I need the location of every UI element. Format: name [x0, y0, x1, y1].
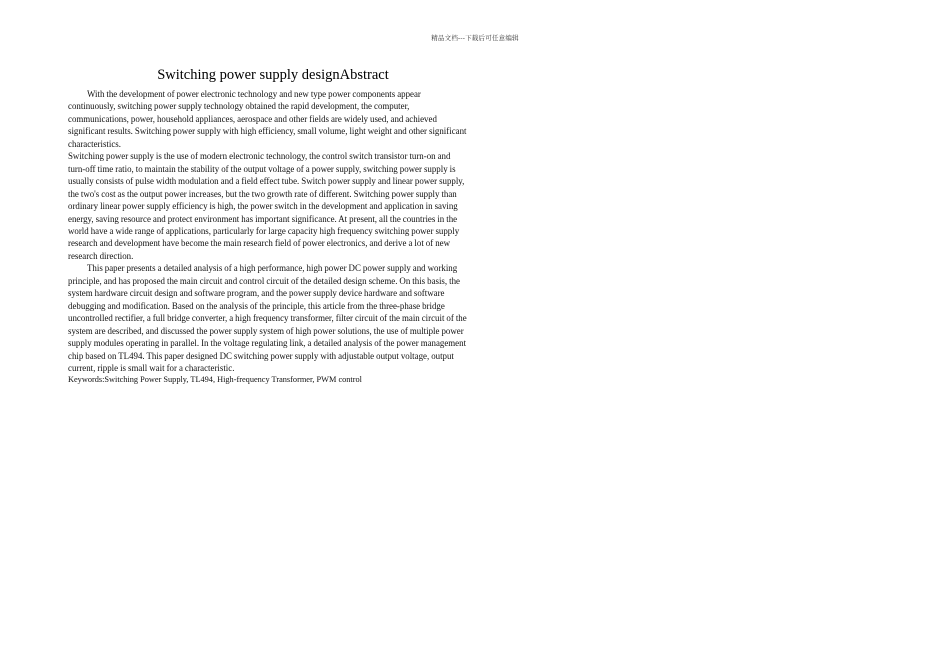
abstract-paragraph-1: With the development of power electronic technology and new type power components appear continuously, switching power supply technology obtained the rapid development, the computer, communications, power, household appliances, aerospace and other fields are widely used, and achieved significant results. Switching power supply with high efficiency, small volume, light weight and other significant characteristics. — [68, 89, 467, 149]
abstract-paragraph-2: Switching power supply is the use of modern electronic technology, the control switch transistor turn-on and turn-off time ratio, to maintain the stability of the output voltage of a power supply, switching power supply is usually consists of pulse width modulation and a field effect tube. Switch power supply and linear power supply, the two's cost as the output power increases, but the two growth rate of different. Switching power supply than ordinary linear power supply efficiency is high, the power switch in the development and application in saving energy, saving resource and protect environment has important significance. At present, all the countries in the world have a wide range of applications, particularly for large capacity high frequency switching power supply research and development have become the main research field of power electronics, and derive a lot of new research direction. — [68, 151, 465, 261]
document-body — [68, 66, 468, 387]
abstract-paragraph-3: This paper presents a detailed analysis of a high performance, high power DC power supply and working principle, and has proposed the main circuit and control circuit of the detailed design scheme. On this basis, the system hardware circuit design and software program, and the power supply device hardware and software debugging and modification. Based on the analysis of the principle, this article from the three-phase bridge uncontrolled rectifier, a full bridge converter, a high frequency transformer, filter circuit of the main circuit of the system are described, and discussed the power supply system of high power solutions, the use of multiple power supply modules operating in parallel. In the voltage regulating link, a detailed analysis of the power management chip based on TL494. This paper designed DC switching power supply with adjustable output voltage, output current, ripple is small wait for a characteristic. — [68, 263, 467, 373]
page-header: 精品文档---下载后可任意编辑 — [431, 35, 519, 42]
document-title: Switching power supply designAbstract — [157, 67, 389, 83]
keywords-line: Keywords:Switching Power Supply, TL494, High-frequency Transformer, PWM control — [68, 375, 362, 385]
